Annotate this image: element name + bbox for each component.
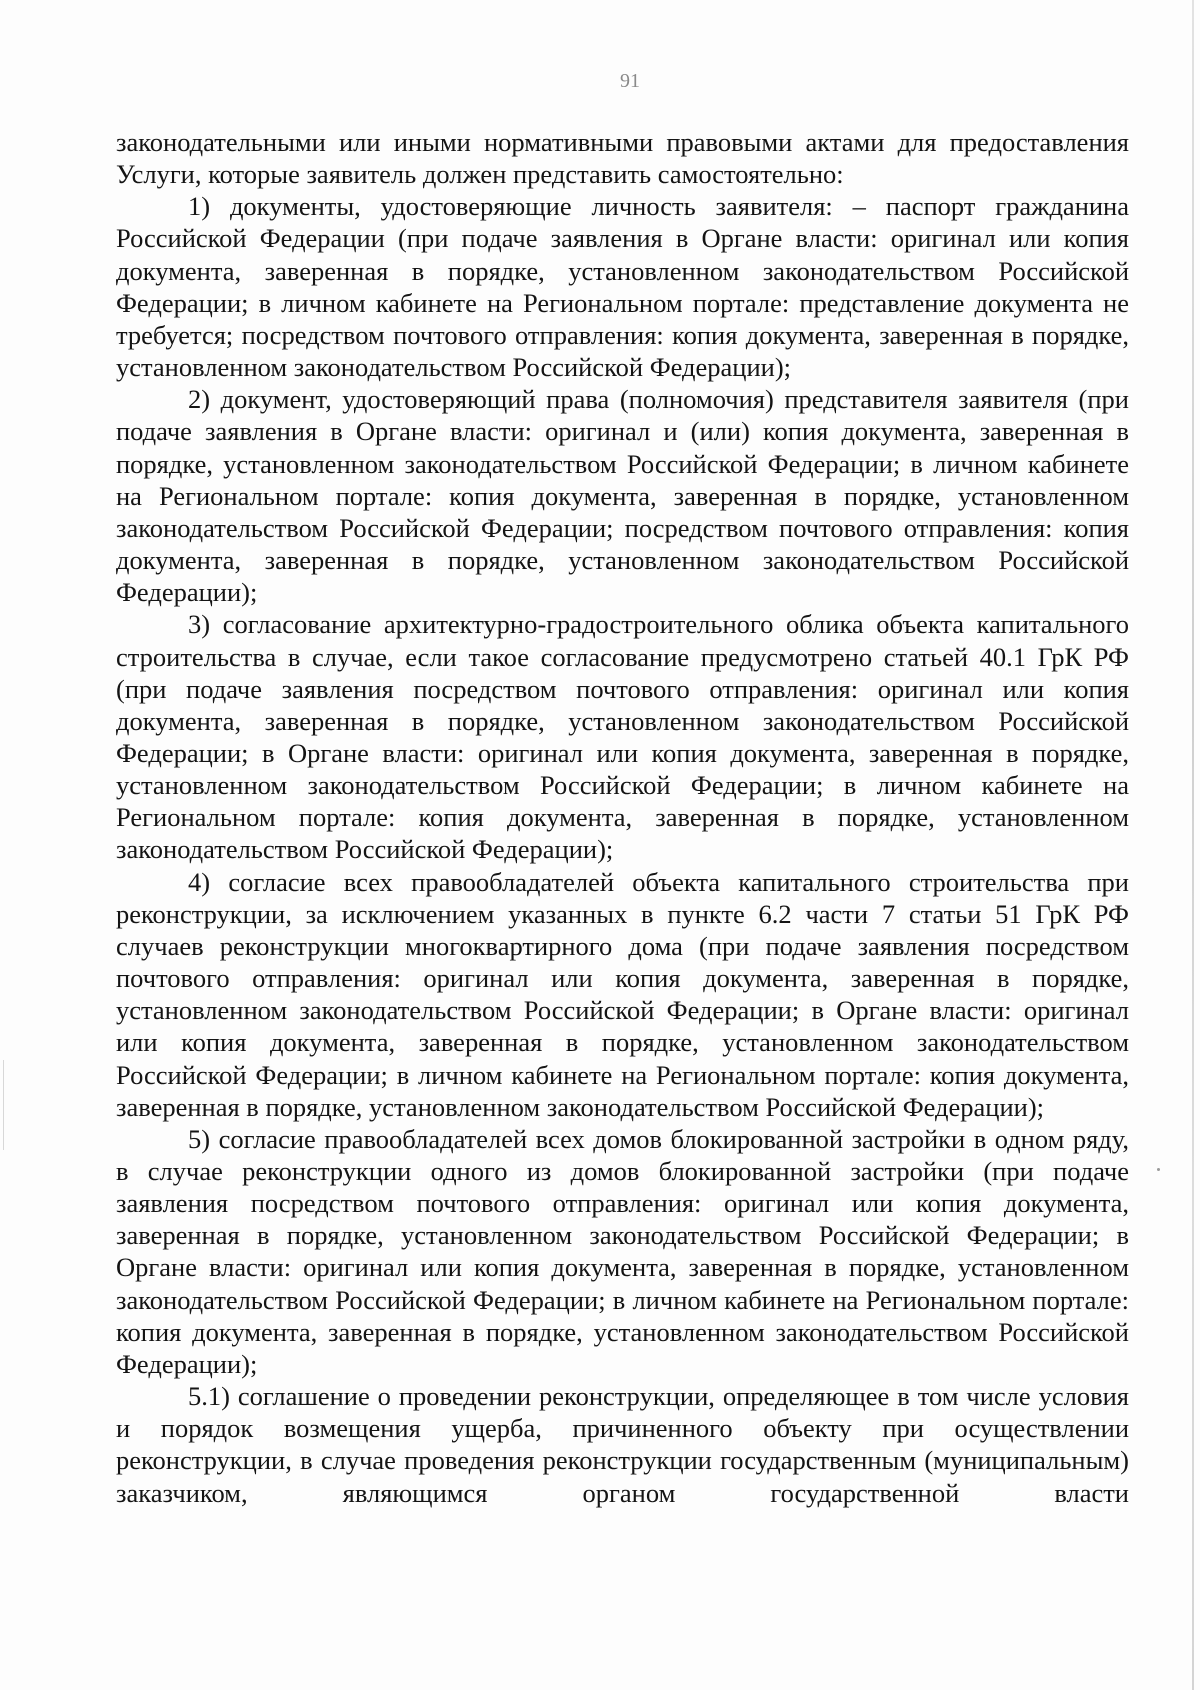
paragraph-item-5: 5) согласие правообладателей всех домов блокированной застройки в одном ряду, в случае реконструкции одного из домов блокированной застройки (при подаче заявления посредством почтового отправления: оригинал или копия документа, заверенная в порядке, установленном законодательством Российской Федерации; в Органе власти: оригинал или копия документа, заверенная в порядке, установленном законодательством Российской Федерации; в личном кабинете на Региональном портале: копия документа, заверенная в порядке, установленном законодательством Российской Федерации); bbox=[116, 1123, 1129, 1379]
paragraph-intro: законодательными или иными нормативными правовыми актами для предоставления Услуги, которые заявитель должен представить самостоятельно: bbox=[116, 127, 1129, 190]
paragraph-item-3: 3) согласование архитектурно-градостроительного облика объекта капитального строительства в случае, если такое согласование предусмотрено статьей 40.1 ГрК РФ (при подаче заявления посредством почтового отправления: оригинал или копия документа, заверенная в порядке, установленном законодательством Российской Федерации; в Органе власти: оригинал или копия документа, заверенная в порядке, установленном законодательством Российской Федерации; в личном кабинете на Региональном портале: копия документа, заверенная в порядке, установленном законодательством Российской Федерации); bbox=[116, 609, 1129, 865]
page-number: 91 bbox=[620, 70, 640, 92]
paragraph-item-2: 2) документ, удостоверяющий права (полномочия) представителя заявителя (при подаче заявления в Органе власти: оригинал и (или) копия документа, заверенная в порядке, установленном законодательством Российской Федерации; в личном кабинете на Региональном портале: копия документа, заверенная в порядке, установленном законодательством Российской Федерации; посредством почтового отправления: копия документа, заверенная в порядке, установленном законодательством Российской Федерации); bbox=[116, 384, 1129, 608]
document-body bbox=[116, 126, 1129, 1509]
paragraph-item-4: 4) согласие всех правообладателей объекта капитального строительства при реконструкции, за исключением указанных в пункте 6.2 части 7 статьи 51 ГрК РФ случаев реконструкции многоквартирного дома (при подаче заявления посредством почтового отправления: оригинал или копия документа, заверенная в порядке, установленном законодательством Российской Федерации; в Органе власти: оригинал или копия документа, заверенная в порядке, установленном законодательством Российской Федерации; в личном кабинете на Региональном портале: копия документа, заверенная в порядке, установленном законодательством Российской Федерации); bbox=[116, 866, 1129, 1122]
scan-edge-shadow bbox=[1192, 0, 1194, 1690]
paragraph-item-1: 1) документы, удостоверяющие личность заявителя: – паспорт гражданина Российской Федерации (при подаче заявления в Органе власти: оригинал или копия документа, заверенная в порядке, установленном законодательством Российской Федерации; в личном кабинете на Региональном портале: представление документа не требуется; посредством почтового отправления: копия документа, заверенная в порядке, установленном законодательством Российской Федерации); bbox=[116, 191, 1129, 383]
paragraph-item-5-1: 5.1) соглашение о проведении реконструкции, определяющее в том числе условия и порядок возмещения ущерба, причиненного объекту при осуществлении реконструкции, в случае проведения реконструкции государственным (муниципальным) заказчиком, являющимся органом государственной власти bbox=[116, 1381, 1129, 1508]
scan-margin-mark bbox=[3, 1060, 4, 1150]
scan-speck bbox=[1157, 1168, 1160, 1171]
